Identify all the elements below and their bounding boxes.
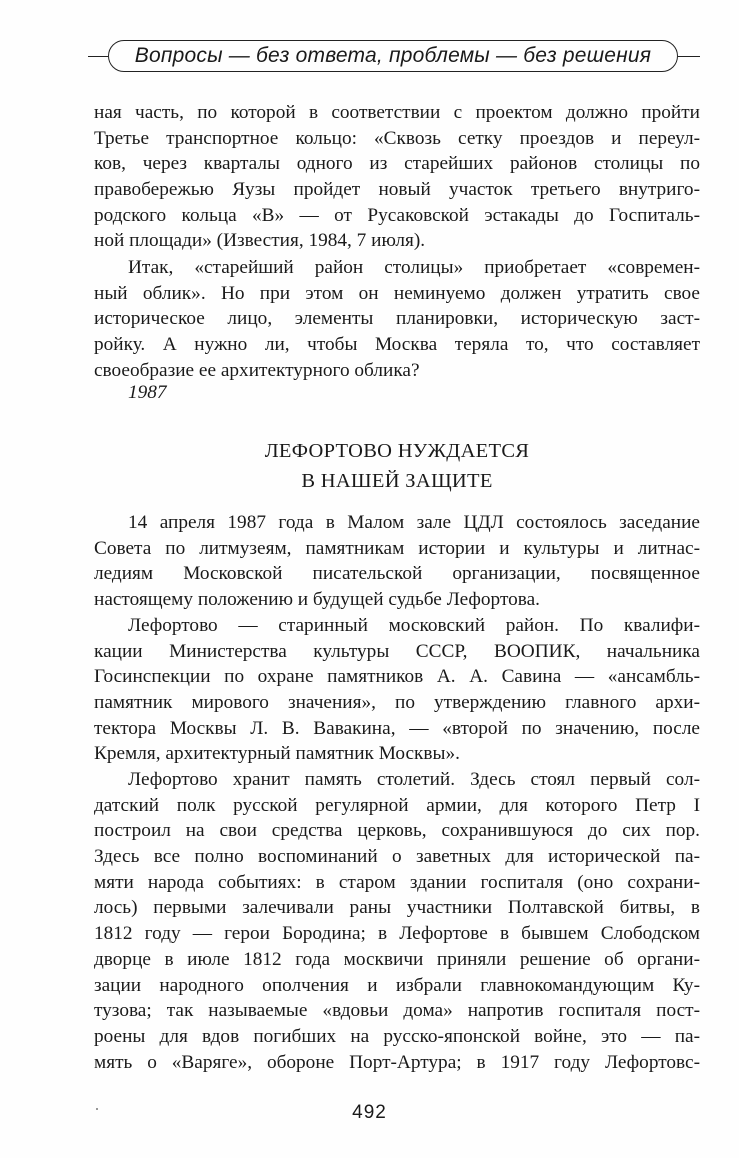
paragraph-continuation <box>94 100 700 254</box>
heading-line: ЛЕФОРТОВО НУЖДАЕТСЯ <box>264 440 530 462</box>
text-line: Совета по литмузеям, памятникам истории и культуры и литнас- <box>94 537 700 559</box>
text-line: ная часть, по которой в соответствии с проектом должно пройти <box>94 102 700 123</box>
header-rule-right <box>678 56 700 57</box>
page-number: 492 <box>352 1102 387 1123</box>
text-line: мяти народа событиях: в старом здании госпиталя (оно сохрани- <box>94 871 700 893</box>
text-line: Кремля, архитектурный памятник Москвы». <box>94 743 460 765</box>
article-date: 1987 <box>128 382 167 403</box>
text-line: настоящему положению и будущей судьбе Лефортова. <box>94 589 540 611</box>
text-line: тектора Москвы Л. В. Вавакина, — «второй по значению, после <box>94 717 700 739</box>
text-line: Третье транспортное кольцо: «Сквозь сетку проездов и переул- <box>94 127 700 149</box>
text-line: правобережью Яузы пройдет новый участок третьего внутриго- <box>94 179 700 201</box>
text-line: ной площади» (Известия, 1984, 7 июля). <box>94 230 426 252</box>
running-header <box>88 38 700 74</box>
running-title: Вопросы — без ответа, проблемы — без решения <box>108 40 678 72</box>
text-line: построил на свои средства церковь, сохранившуюся до сих пор. <box>94 820 700 842</box>
header-rule-left <box>88 56 108 57</box>
text-line: датский полк русской регулярной армии, для которого Петр I <box>94 794 700 816</box>
text-line: ледиям Московской писательской организации, посвященное <box>94 563 700 585</box>
text-line: Здесь все полно воспоминаний о заветных для исторической па- <box>94 846 700 868</box>
text-line: ройку. А нужно ли, чтобы Москва теряла то, что составляет <box>94 334 700 356</box>
text-line: лось) первыми залечивали раны участники Полтавской битвы, в <box>94 897 700 919</box>
paragraph <box>94 255 700 383</box>
text-line: ков, через кварталы одного из старейших районов столицы по <box>94 153 700 175</box>
text-line: дворце в июле 1812 года москвичи приняли решение об органи- <box>94 948 700 970</box>
paragraph <box>94 767 700 1075</box>
text-line: ный облик». Но при этом он неминуемо должен утратить свое <box>94 282 700 304</box>
text-line: кации Министерства культуры СССР, ВООПИК, начальника <box>94 640 700 662</box>
text-line: своеобразие ее архитектурного облика? <box>94 359 420 381</box>
text-line: историческое лицо, элементы планировки, историческую заст- <box>94 308 700 330</box>
paragraph <box>94 613 700 767</box>
article-heading <box>94 436 700 496</box>
text-line: роены для вдов погибших на русско-японской войне, это — па- <box>94 1025 700 1047</box>
text-line: зации народного ополчения и избрали главнокомандующим Ку- <box>94 974 700 996</box>
text-line: мять о «Варяге», обороне Порт-Артура; в 1917 году Лефортовс- <box>94 1051 700 1073</box>
text-line: Лефортово — старинный московский район. По квалифи- <box>128 615 700 636</box>
text-line: Итак, «старейший район столицы» приобретает «современ- <box>128 257 700 278</box>
text-line: 14 апреля 1987 года в Малом зале ЦДЛ состоялось заседание <box>128 512 700 533</box>
paragraph <box>94 510 700 613</box>
text-line: тузова; так называемые «вдовьи дома» напротив госпиталя пост- <box>94 1000 700 1022</box>
text-line: 1812 году — герои Бородина; в Лефортове в бывшем Слободском <box>94 923 700 945</box>
text-line: родского кольца «В» — от Русаковской эстакады до Госпиталь- <box>94 204 700 226</box>
text-line: Лефортово хранит память столетий. Здесь стоял первый сол- <box>128 769 700 790</box>
text-line: Госинспекции по охране памятников А. А. Савина — «ансамбль- <box>94 666 700 688</box>
text-line: памятник мирового значения», по утверждению главного архи- <box>94 692 700 714</box>
heading-line: В НАШЕЙ ЗАЩИТЕ <box>301 470 493 492</box>
